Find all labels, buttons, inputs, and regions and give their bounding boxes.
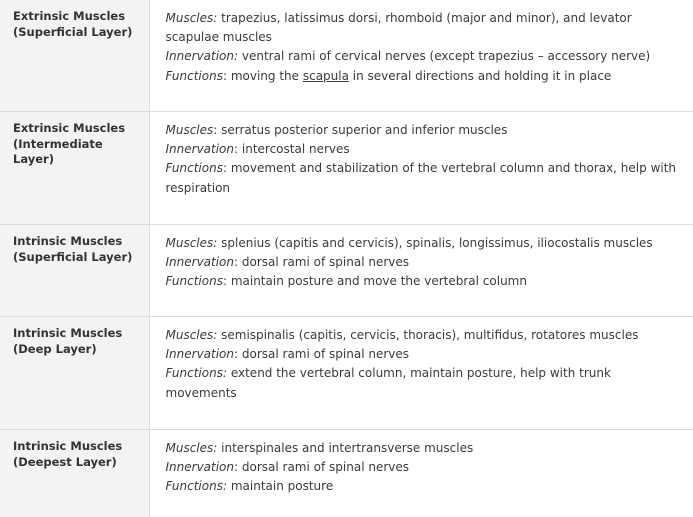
muscles-line [166, 234, 686, 253]
muscle-details [149, 112, 693, 225]
innervation-value: : intercostal nerves [234, 142, 350, 156]
muscle-details [149, 225, 693, 317]
muscle-group-label: Intrinsic Muscles (Deepest Layer) [0, 430, 149, 517]
muscle-group-label: Intrinsic Muscles (Superficial Layer) [0, 225, 149, 317]
functions-line [166, 364, 686, 402]
functions-line [166, 272, 686, 291]
innervation-line [166, 47, 686, 66]
table-row [0, 430, 693, 517]
muscles-line [166, 326, 686, 345]
functions-text: : moving the [223, 69, 303, 83]
table-row [0, 0, 693, 112]
muscles-value: interspinales and intertransverse muscles [217, 441, 473, 455]
muscle-group-label: Extrinsic Muscles (Intermediate Layer) [0, 112, 149, 225]
innervation-key: Innervation [166, 255, 235, 269]
functions-key: Functions [166, 69, 223, 83]
muscles-value: semispinalis (capitis, cervicis, thoracis), multifidus, rotatores muscles [217, 328, 638, 342]
muscles-line [166, 439, 686, 458]
muscles-key: Muscles: [166, 441, 218, 455]
table-row [0, 112, 693, 225]
functions-key: Functions [166, 161, 223, 175]
muscle-details [149, 0, 693, 112]
innervation-key: Innervation [166, 142, 235, 156]
functions-value: extend the vertebral column, maintain posture, help with trunk movements [166, 366, 611, 399]
functions-line [166, 67, 686, 86]
innervation-value: : dorsal rami of spinal nerves [234, 255, 409, 269]
muscles-key: Muscles: [166, 236, 218, 250]
muscle-details [149, 430, 693, 517]
innervation-line [166, 140, 686, 159]
functions-line [166, 477, 686, 496]
muscle-group-label: Intrinsic Muscles (Deep Layer) [0, 317, 149, 430]
table-row [0, 225, 693, 317]
muscles-line [166, 121, 686, 140]
innervation-value: : dorsal rami of spinal nerves [234, 347, 409, 361]
functions-key: Functions [166, 274, 223, 288]
muscles-line [166, 9, 686, 47]
functions-key: Functions: [166, 479, 228, 493]
functions-line [166, 159, 686, 197]
functions-key: Functions: [166, 366, 228, 380]
functions-value: : maintain posture and move the vertebral column [223, 274, 527, 288]
muscle-details [149, 317, 693, 430]
scapula-link[interactable]: scapula [303, 69, 349, 83]
muscles-key: Muscles: [166, 11, 218, 25]
muscles-key: Muscles: [166, 328, 218, 342]
muscles-key: Muscles [166, 123, 214, 137]
functions-text-end: in several directions and holding it in place [349, 69, 611, 83]
innervation-value: : dorsal rami of spinal nerves [234, 460, 409, 474]
innervation-key: Innervation: [166, 49, 239, 63]
functions-value: : movement and stabilization of the vertebral column and thorax, help with respiration [166, 161, 677, 194]
muscles-value: splenius (capitis and cervicis), spinalis, longissimus, iliocostalis muscles [217, 236, 652, 250]
innervation-line [166, 253, 686, 272]
innervation-line [166, 458, 686, 477]
innervation-key: Innervation [166, 347, 235, 361]
muscle-group-label: Extrinsic Muscles (Superficial Layer) [0, 0, 149, 112]
functions-value: maintain posture [227, 479, 333, 493]
muscles-value: trapezius, latissimus dorsi, rhomboid (major and minor), and levator scapulae muscles [166, 11, 632, 44]
table-row [0, 317, 693, 430]
muscles-value: : serratus posterior superior and inferior muscles [213, 123, 507, 137]
innervation-value: ventral rami of cervical nerves (except trapezius – accessory nerve) [238, 49, 650, 63]
innervation-line [166, 345, 686, 364]
innervation-key: Innervation [166, 460, 235, 474]
